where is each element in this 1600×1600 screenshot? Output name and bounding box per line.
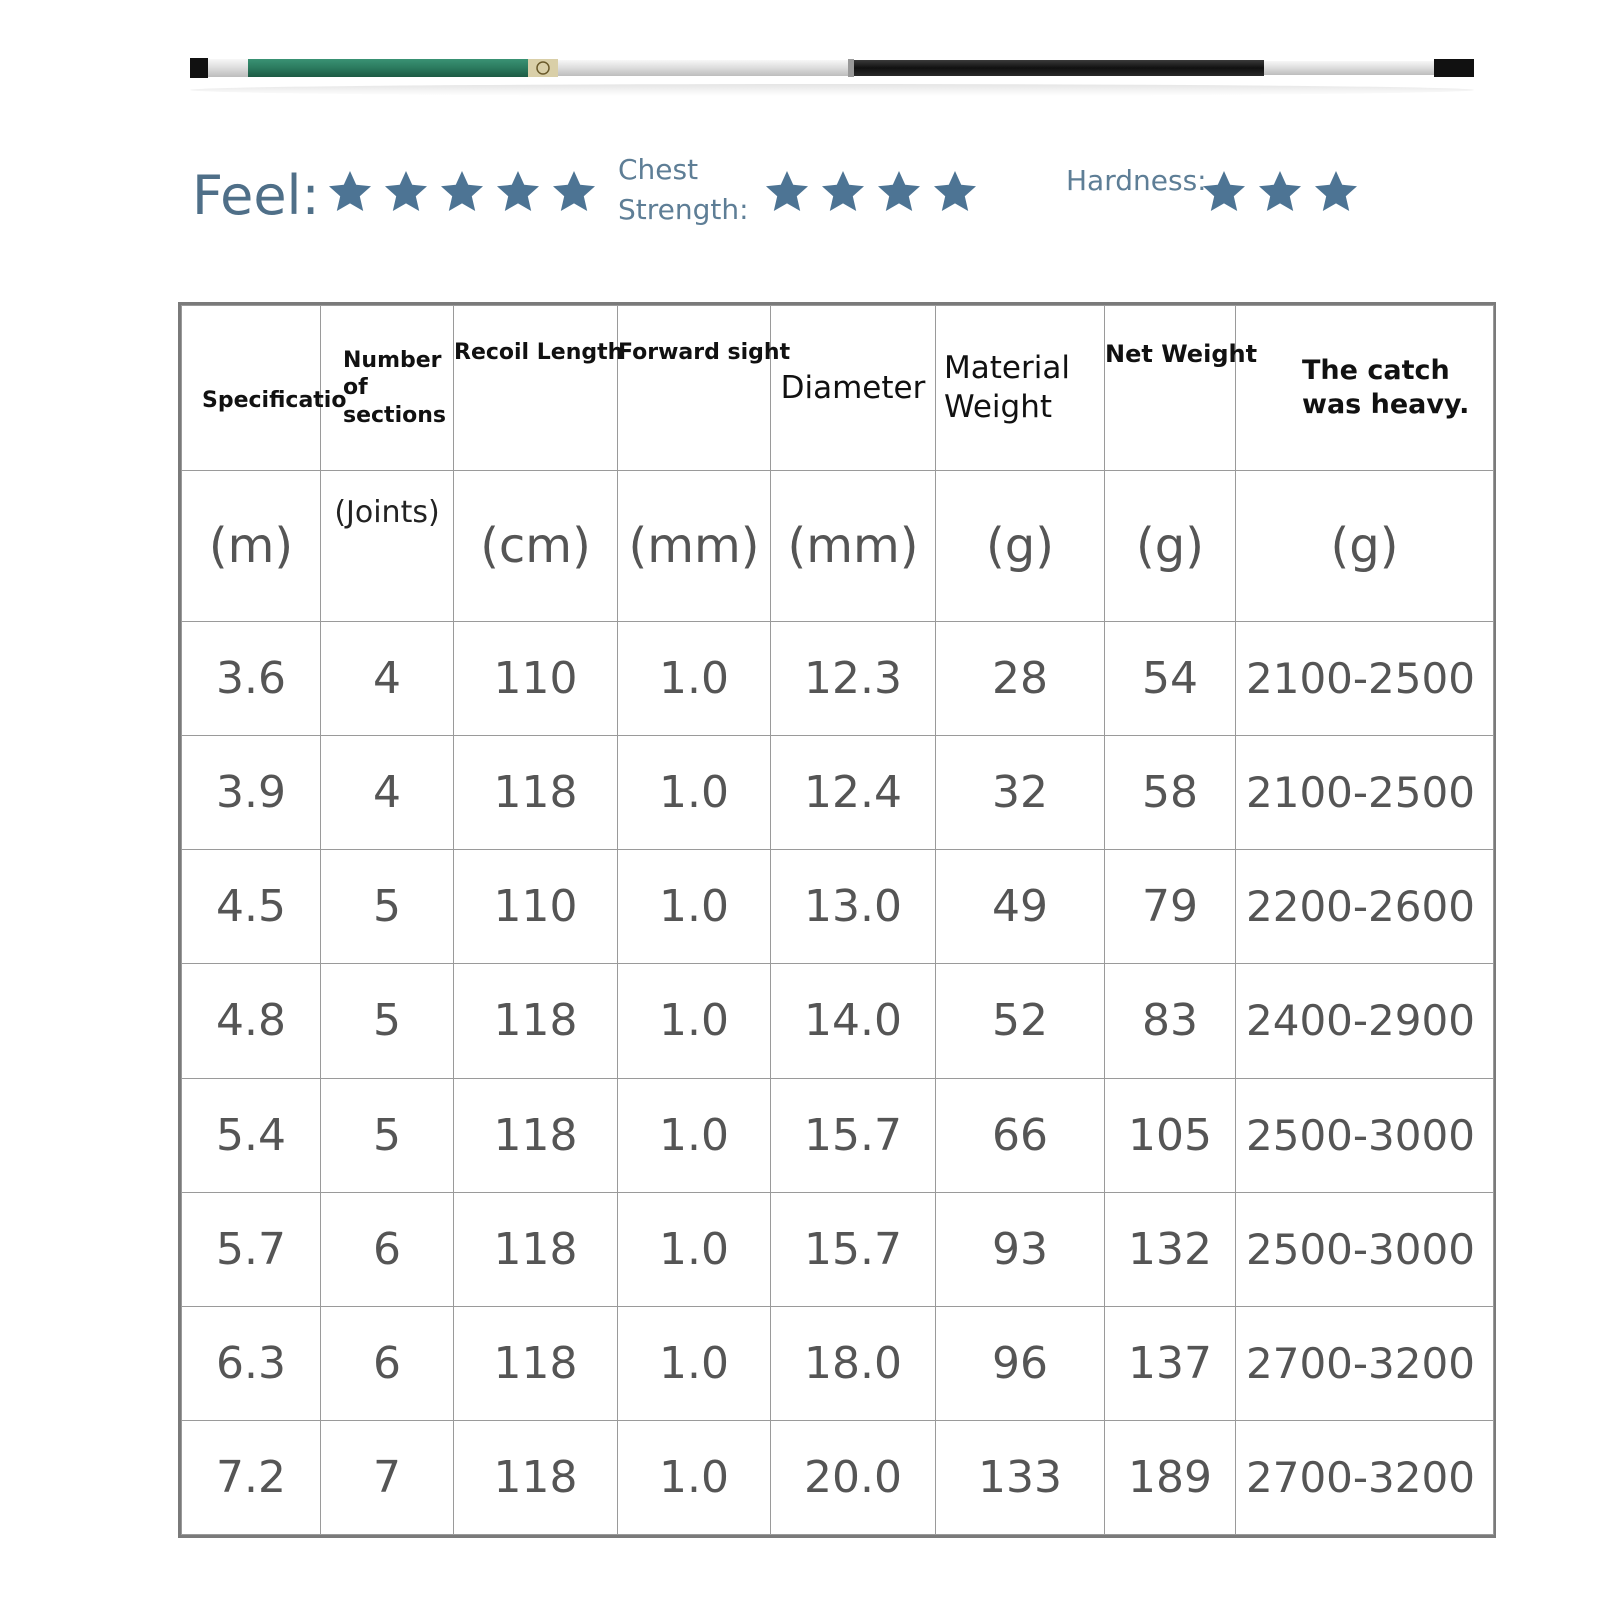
cell-material: 32 [936, 736, 1105, 850]
cell-material: 28 [936, 622, 1105, 736]
star-icon [931, 168, 979, 216]
cell-diameter: 12.3 [771, 622, 936, 736]
cell-recoil: 110 [454, 850, 618, 964]
cell-catch: 2400-2900 [1236, 964, 1494, 1078]
cell-diameter: 13.0 [771, 850, 936, 964]
hardness-stars [1200, 168, 1360, 216]
unit-g-catch: (g) [1236, 471, 1494, 622]
table-row [182, 850, 1494, 964]
cell-sections: 7 [321, 1420, 454, 1534]
chest-strength-label-line1: Chest [618, 153, 699, 186]
star-icon [550, 168, 598, 216]
cell-catch: 2100-2500 [1236, 622, 1494, 736]
header-specification: Specificatio [182, 306, 321, 471]
cell-material: 133 [936, 1420, 1105, 1534]
cell-diameter: 15.7 [771, 1078, 936, 1192]
cell-spec: 3.9 [182, 736, 321, 850]
cell-net: 105 [1105, 1078, 1236, 1192]
cell-recoil: 118 [454, 1420, 618, 1534]
cell-catch: 2700-3200 [1236, 1306, 1494, 1420]
unit-mm-diameter: (mm) [771, 471, 936, 622]
header-diameter: Diameter [771, 306, 936, 471]
cell-sections: 4 [321, 736, 454, 850]
cell-net: 132 [1105, 1192, 1236, 1306]
cell-sections: 5 [321, 964, 454, 1078]
table-row [182, 1078, 1494, 1192]
chest-strength-stars [763, 168, 979, 216]
spec-table [178, 302, 1496, 1538]
star-icon [1200, 168, 1248, 216]
cell-sections: 6 [321, 1306, 454, 1420]
chest-strength-label-line2: Strength: [618, 193, 749, 226]
unit-mm-forward: (mm) [618, 471, 771, 622]
cell-sections: 4 [321, 622, 454, 736]
cell-sections: 6 [321, 1192, 454, 1306]
cell-spec: 7.2 [182, 1420, 321, 1534]
header-catch: The catch was heavy. [1236, 306, 1494, 471]
cell-net: 83 [1105, 964, 1236, 1078]
table-row [182, 736, 1494, 850]
cell-spec: 4.8 [182, 964, 321, 1078]
cell-spec: 4.5 [182, 850, 321, 964]
cell-recoil: 110 [454, 622, 618, 736]
cell-spec: 3.6 [182, 622, 321, 736]
cell-forward: 1.0 [618, 1078, 771, 1192]
cell-recoil: 118 [454, 1078, 618, 1192]
header-material-weight: Material Weight [936, 306, 1105, 471]
cell-diameter: 12.4 [771, 736, 936, 850]
cell-net: 189 [1105, 1420, 1236, 1534]
feel-label: Feel: [192, 164, 320, 227]
cell-sections: 5 [321, 850, 454, 964]
cell-diameter: 14.0 [771, 964, 936, 1078]
chest-strength-label [618, 150, 749, 230]
cell-material: 93 [936, 1192, 1105, 1306]
cell-diameter: 18.0 [771, 1306, 936, 1420]
unit-g-material: (g) [936, 471, 1105, 622]
header-row [182, 306, 1494, 471]
unit-cm: (cm) [454, 471, 618, 622]
star-icon [326, 168, 374, 216]
cell-material: 96 [936, 1306, 1105, 1420]
cell-sections: 5 [321, 1078, 454, 1192]
table-row [182, 1306, 1494, 1420]
units-row [182, 471, 1494, 622]
cell-forward: 1.0 [618, 1192, 771, 1306]
star-icon [438, 168, 486, 216]
star-icon [494, 168, 542, 216]
cell-net: 58 [1105, 736, 1236, 850]
header-recoil-length: Recoil Length [454, 306, 618, 471]
cell-recoil: 118 [454, 1192, 618, 1306]
cell-forward: 1.0 [618, 850, 771, 964]
ratings-section [0, 0, 1600, 260]
hardness-label: Hardness: [1066, 164, 1207, 197]
cell-catch: 2200-2600 [1236, 850, 1494, 964]
cell-material: 66 [936, 1078, 1105, 1192]
cell-catch: 2100-2500 [1236, 736, 1494, 850]
header-sections: Number of sections [321, 306, 454, 471]
cell-recoil: 118 [454, 1306, 618, 1420]
star-icon [763, 168, 811, 216]
cell-material: 52 [936, 964, 1105, 1078]
cell-catch: 2500-3000 [1236, 1078, 1494, 1192]
cell-spec: 5.4 [182, 1078, 321, 1192]
star-icon [1312, 168, 1360, 216]
cell-spec: 6.3 [182, 1306, 321, 1420]
star-icon [382, 168, 430, 216]
table-row [182, 1192, 1494, 1306]
cell-forward: 1.0 [618, 1420, 771, 1534]
star-icon [819, 168, 867, 216]
cell-catch: 2500-3000 [1236, 1192, 1494, 1306]
cell-forward: 1.0 [618, 622, 771, 736]
table-row [182, 622, 1494, 736]
cell-forward: 1.0 [618, 1306, 771, 1420]
cell-diameter: 15.7 [771, 1192, 936, 1306]
header-net-weight: Net Weight [1105, 306, 1236, 471]
cell-recoil: 118 [454, 736, 618, 850]
unit-joints: (Joints) [321, 471, 454, 622]
cell-forward: 1.0 [618, 736, 771, 850]
table-row [182, 964, 1494, 1078]
cell-diameter: 20.0 [771, 1420, 936, 1534]
cell-forward: 1.0 [618, 964, 771, 1078]
feel-stars [326, 168, 598, 216]
cell-net: 54 [1105, 622, 1236, 736]
table-row [182, 1420, 1494, 1534]
unit-g-net: (g) [1105, 471, 1236, 622]
header-forward-sight: Forward sight [618, 306, 771, 471]
cell-catch: 2700-3200 [1236, 1420, 1494, 1534]
cell-net: 137 [1105, 1306, 1236, 1420]
cell-material: 49 [936, 850, 1105, 964]
star-icon [875, 168, 923, 216]
unit-m: (m) [182, 471, 321, 622]
star-icon [1256, 168, 1304, 216]
cell-net: 79 [1105, 850, 1236, 964]
cell-spec: 5.7 [182, 1192, 321, 1306]
cell-recoil: 118 [454, 964, 618, 1078]
